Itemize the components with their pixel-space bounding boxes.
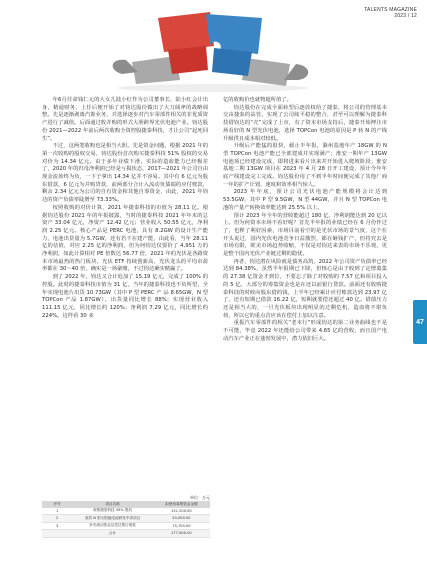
table-row [42,508,210,515]
table-cell [42,530,72,538]
masthead [364,7,417,19]
table-cell: 1 [42,508,72,515]
puzzle-hands-image [0,0,427,96]
paragraph: 年6月任命钱仁元的大女儿陆小红作为公司董事长，陆小红会计出身，精通财务，上任后便开始了对钧达股份做出了大刀阔斧的战略调整。先是逐渐剥离汽饰业务，并选择逐步对汽车零部件相关的非优质资产进行了减值。后面通过收并购的形式大胆跨界光伏电池产业。钧达股份 2021—2022 年前后两次收购全资控股捷泰科技，才让公司“起死回生”。 [42,97,208,142]
paragraph: 不过，这两笔收购也是相当大胆。先是资金问题，根据 2021 年的第一次收购的股权交易，钧达股份首次购买捷泰科技 51% 股权的交易对价为 14.34 亿元。由于多年业绩下滑，实际的造血能力已经极差了，2020 年的归母净利润已经是亏损状态，2017—2021 年公司自由现金流始终为负，一下子拿出 14.34 亿并不容易。其中有 6 亿元为股东借款，6 亿元为并购贷款，前两部分合计入流动负债端的应付账款，剩余 2.34 亿元为公司的自有资金和其他自筹资金，由此，2021 年钧达的资产负债率陡增至 73.33%。 [42,143,208,204]
paragraph: 钧达股份在完成全面转型后逐放权给了捷泰，将公司的管理基本交由捷泰的高管，实现了公司续平稳的整合，甚至可以理解为捷泰科技借钧达的“壳”完成了上市，有了资本市场支持后，捷泰开始押注市场看好的 N 型光伏电池，选择 TOPCon 电池的原因是 P 转 N 的产线升级供且成本相对较低。 [223,104,387,142]
paragraph: 预计 2023 年全年的营收能超过 180 亿，净利润能达到 20 亿以上。但为何资本市场不看好呢？首先半年报的业绩已经在 6 月份作过了，也释了利好因素，市场目前看空的是光伏市场的景气度，这个在开头说过，国内光伏电池竞争日益激烈，都在砸钱扩产，但持究去是市场有限，欧美市场趋势收缩，不仅是对钧达来表的市场不乐观，更是整个国内光伏产业链过剩的隐忧。 [223,212,387,258]
table-cell: 3 [42,522,72,530]
page-number: 47 [416,318,424,326]
table-cell: 151,200.00 [153,508,210,515]
table-unit: 单位：万元 [190,495,210,500]
paragraph: 到了 2022 年，钧达又合计追加了 15.19 亿元，完成了 100% 的控股。此时的捷泰科技市值为 31 亿，当年的捷泰科技也不负所望，全年实现电池片出货 10.73GW（其中 P 型 PERC 产 品 8.65GW，N 型 TOPCon 产品 1.87GW），出货量同比增长 88%；实现营业收入 111.15 亿元，同比增长约 120%；净利润 7.29 亿元，同比增长约 224%。这样看 30 多 [42,274,208,319]
paragraph: 再者，钧达潜在风险就是债务高筑，2022 年公司资产负债率已经达到 84.38%，虽然半年报期已下降，但核心是由于收到了定增募集的 27.38 亿资金才到位，不要忘了除了对收购的 7.57 亿和项目投入的 5 亿，大部分的筹集资金也是在还以前银行贷款。前面还有收购捷泰科技的时候向股东借的钱，上半年已经累计应付账款达到 23.97 亿了，还有短期已借款 16.22 亿，短期就要偿还超过 40 亿。借债压力还是相当大的，一旦光伏板块出现明显的过剩危机，造血将不堪负荷，所以它的重点首应该在偿付上加以注意。 [223,258,387,319]
table-cell: 合计 [72,530,153,538]
paragraph: 按照收购的对价计算，2021 年捷泰科技的市值为 28.11 亿。根据钧达股份 2021 年的年报披露，当时的捷泰科技 2021 年年末的总资产 33.04 亿元，净资产 12.42 亿元；营业收入 50.55 亿元，净利润 2.25 亿元。核心产品是 PERC 电池，具有 8.2GW 的设计生产能力，电池出货量为 5.7GW，还有若干在建产能，由此看，当年 28.11 亿的估值，对应 2.25 亿的净利润，但为何钧达仅要价了 4,951 万的净利润，如此计算相对 PE 倍数达 56.77 倍，2021 年的光伏是各路资本市场最热的热门板块，光伏 ETF 持续创新高，光伏龙头的平均市盈率都在 30～40 倍，确实是一场豪赌，不过钧达确实赌赢了。 [42,204,208,273]
paragraph: 重振汽车零部件的相关“老本行”形成钧达的第二业务曲线也不是不可能，毕竟 2022 年还能给公司带来 4.65 亿的营收，而且国产电动汽车产业正在蓬勃发展中，潜力依旧巨大。 [223,320,387,342]
table-cell: 2 [42,515,72,523]
table-total-row [42,530,210,538]
table-cell: 75,700.00 [153,522,210,530]
page-number-tab [413,300,427,344]
fundraising-table [42,495,210,538]
table-cell: 高效 N 型太阳能电池研发中试项目 [72,515,153,523]
right-text-column [223,97,387,344]
column-header: 项目名称 [72,501,153,508]
table-cell: 收购捷泰科技 49% 股权 [72,508,153,515]
column-header: 序号 [42,501,72,508]
table-cell: 补充流动资金及偿还银行借款 [72,522,153,530]
table-row [42,515,210,523]
hero-illustration [0,0,427,96]
left-text-column [42,97,208,320]
table-row [42,522,210,530]
magazine-title: TALENTS MAGAZINE [364,7,417,13]
paragraph: 升级后产能猛的很快，截止半年报，滁州基地年产 18GW 的 N 型 TOPCon 电池产能已全部建成并实现满产；淮安一期年产 13GW 电池项已经建设完成，即将进来看片出来并开始进入爬坡阶段；淮安基地二期 13GW 项目在 2023 年 4 月 28 日开工建设，预计今年年底产线建设完工完成。钧达股份用了不到半年时间便完成了其他厂商一年的扩产计划，速度和效率相当惊人。 [223,143,387,188]
column-header: 拟使用募集资金金额 [153,501,210,508]
table-cell: 50,000.00 [153,515,210,523]
paragraph: 2023 年年底，预计公司光伏电池产能规模将会计达到 53.5GW，其中 P 型 9.5GW，N 型 44GW，并且 N 型 TOPCon 电池的产量产转换效率能达到 25.5% 以上。 [223,189,387,211]
table-cell: 277,900.00 [153,530,210,538]
issue-number: 2023 / 12 [394,13,417,19]
paragraph: 亿的收购价也就物超所值了。 [223,97,292,103]
